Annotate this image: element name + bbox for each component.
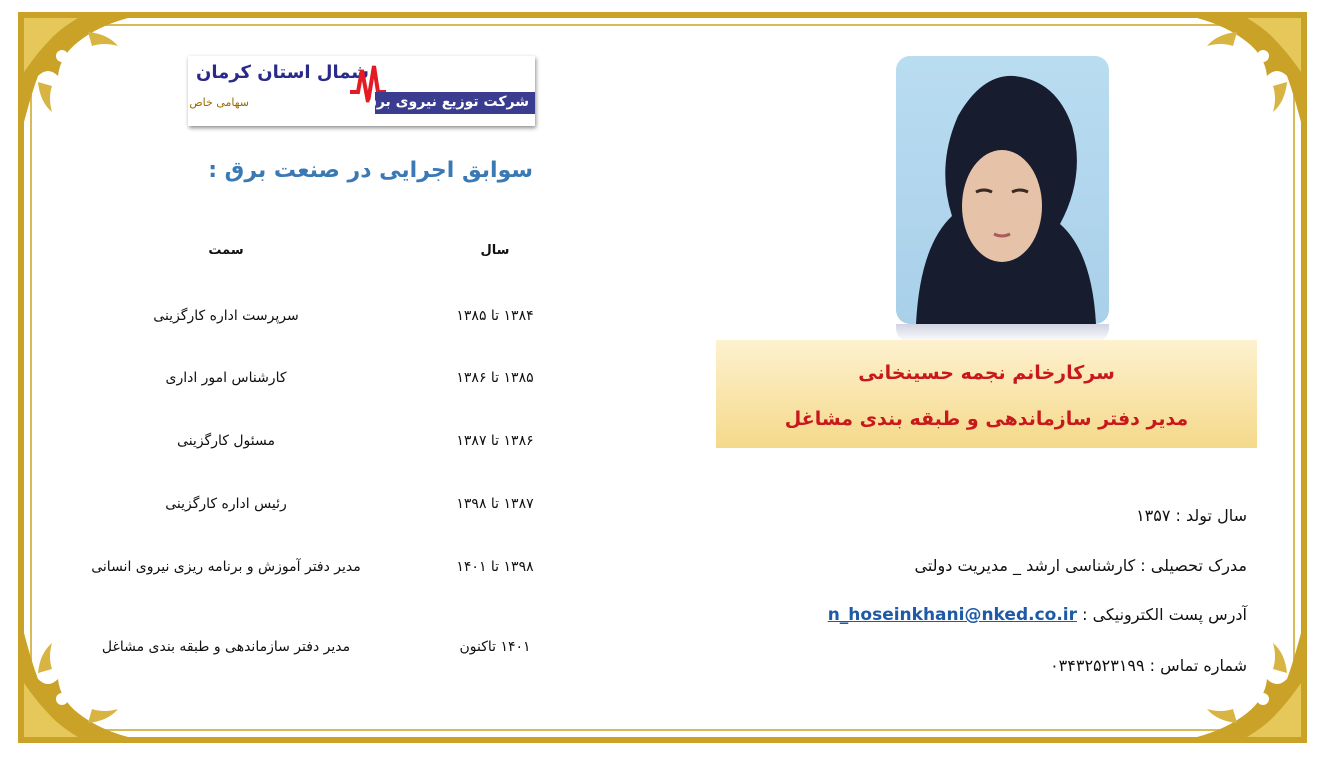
person-title: مدیر دفتر سازماندهی و طبقه بندی مشاغل bbox=[784, 408, 1189, 430]
position-cell: سرپرست اداره کارگزینی bbox=[153, 308, 299, 324]
logo-sub-text: سهامی خاص bbox=[189, 96, 249, 109]
table-header-year: سال bbox=[480, 243, 510, 258]
corner-ornament-bottom-right bbox=[1177, 613, 1307, 743]
position-cell: مسئول کارگزینی bbox=[177, 433, 275, 449]
email-label: آدرس پست الکترونیکی : bbox=[1082, 605, 1247, 624]
company-logo bbox=[188, 56, 535, 126]
education: مدرک تحصیلی : کارشناسی ارشد _ مدیریت دولتی bbox=[914, 556, 1247, 575]
logo-band-text: شرکت توزیع نیروی برق bbox=[364, 94, 529, 110]
corner-ornament-top-left bbox=[18, 12, 148, 142]
logo-company-name: شمال استان کرمان bbox=[196, 62, 369, 83]
position-cell: مدیر دفتر آموزش و برنامه ریزی نیروی انسانی bbox=[91, 559, 361, 575]
year-cell: ۱۳۹۸ تا ۱۴۰۱ bbox=[456, 559, 534, 575]
birth-year: سال تولد : ۱۳۵۷ bbox=[1136, 506, 1247, 525]
email-link[interactable]: n_hoseinkhani@nked.co.ir bbox=[827, 605, 1077, 625]
name-banner bbox=[716, 340, 1257, 448]
profile-photo bbox=[896, 56, 1109, 324]
email-line bbox=[828, 605, 1247, 625]
position-cell: رئیس اداره کارگزینی bbox=[165, 496, 287, 512]
corner-ornament-top-right bbox=[1177, 12, 1307, 142]
corner-ornament-bottom-left bbox=[18, 613, 148, 743]
phone-number: شماره تماس : ۰۳۴۳۲۵۲۳۱۹۹ bbox=[1050, 656, 1247, 675]
year-cell: ۱۴۰۱ تاکنون bbox=[459, 639, 531, 655]
table-header-position: سمت bbox=[208, 243, 244, 258]
position-cell: مدیر دفتر سازماندهی و طبقه بندی مشاغل bbox=[101, 639, 351, 655]
position-cell: کارشناس امور اداری bbox=[165, 370, 287, 386]
year-cell: ۱۳۸۶ تا ۱۳۸۷ bbox=[456, 433, 534, 449]
year-cell: ۱۳۸۷ تا ۱۳۹۸ bbox=[456, 496, 534, 512]
year-cell: ۱۳۸۴ تا ۱۳۸۵ bbox=[456, 308, 534, 324]
year-cell: ۱۳۸۵ تا ۱۳۸۶ bbox=[456, 370, 534, 386]
person-name: سرکارخانم نجمه حسینخانی bbox=[858, 362, 1115, 384]
logo-band bbox=[364, 92, 535, 114]
section-heading: سوابق اجرایی در صنعت برق : bbox=[208, 158, 533, 183]
